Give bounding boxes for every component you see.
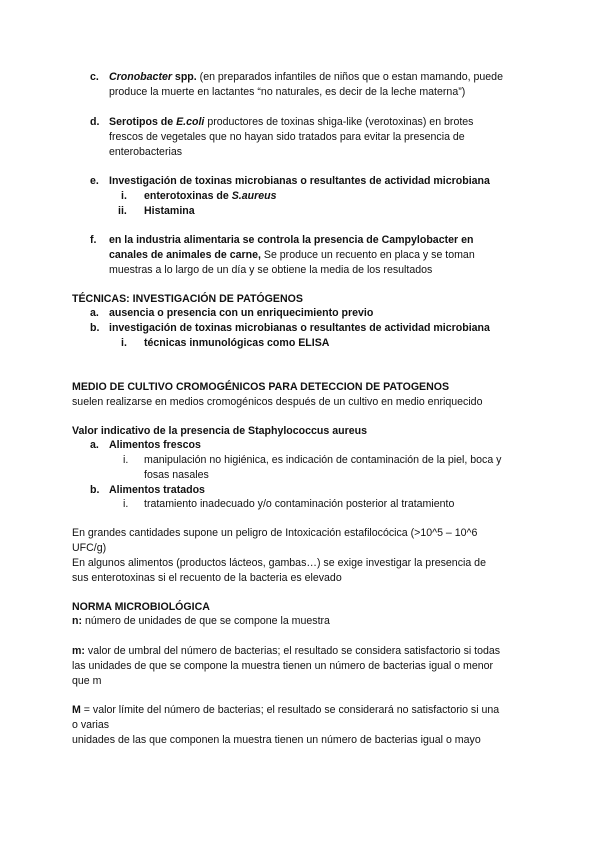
definition-M: M = valor límite del número de bacterias; el resultado se considerará no satisfactorio si una (72, 704, 500, 716)
list-marker: f. (90, 234, 97, 246)
definition-m: m: valor de umbral del número de bacterias; el resultado se considera satisfactorio si todas (72, 645, 501, 657)
list-marker: a. (90, 307, 99, 319)
section-heading: MEDIO DE CULTIVO CROMOGÉNICOS PARA DETECCION DE PATOGENOS (72, 381, 450, 393)
list-marker: e. (90, 175, 99, 187)
section-heading: TÉCNICAS: INVESTIGACIÓN DE PATÓGENOS (72, 293, 303, 305)
sub-marker: i. (123, 498, 129, 510)
list-marker: d. (90, 116, 100, 128)
section-heading: NORMA MICROBIOLÓGICA (72, 601, 210, 613)
sub-marker: i. (121, 337, 127, 349)
sub-marker: ii. (118, 205, 127, 217)
list-marker: b. (90, 484, 100, 496)
section-heading: Valor indicativo de la presencia de Staphylococcus aureus (72, 425, 367, 437)
sub-marker: i. (121, 190, 127, 202)
sub-marker: i. (123, 454, 129, 466)
definition-n: n: número de unidades de que se compone la muestra (72, 615, 330, 627)
species-name: S.aureus (231, 190, 277, 202)
species-name: Cronobacter (109, 71, 172, 83)
list-marker: b. (90, 322, 100, 334)
species-name: E.coli (176, 116, 205, 128)
list-marker: c. (90, 71, 99, 83)
list-marker: a. (90, 439, 99, 451)
